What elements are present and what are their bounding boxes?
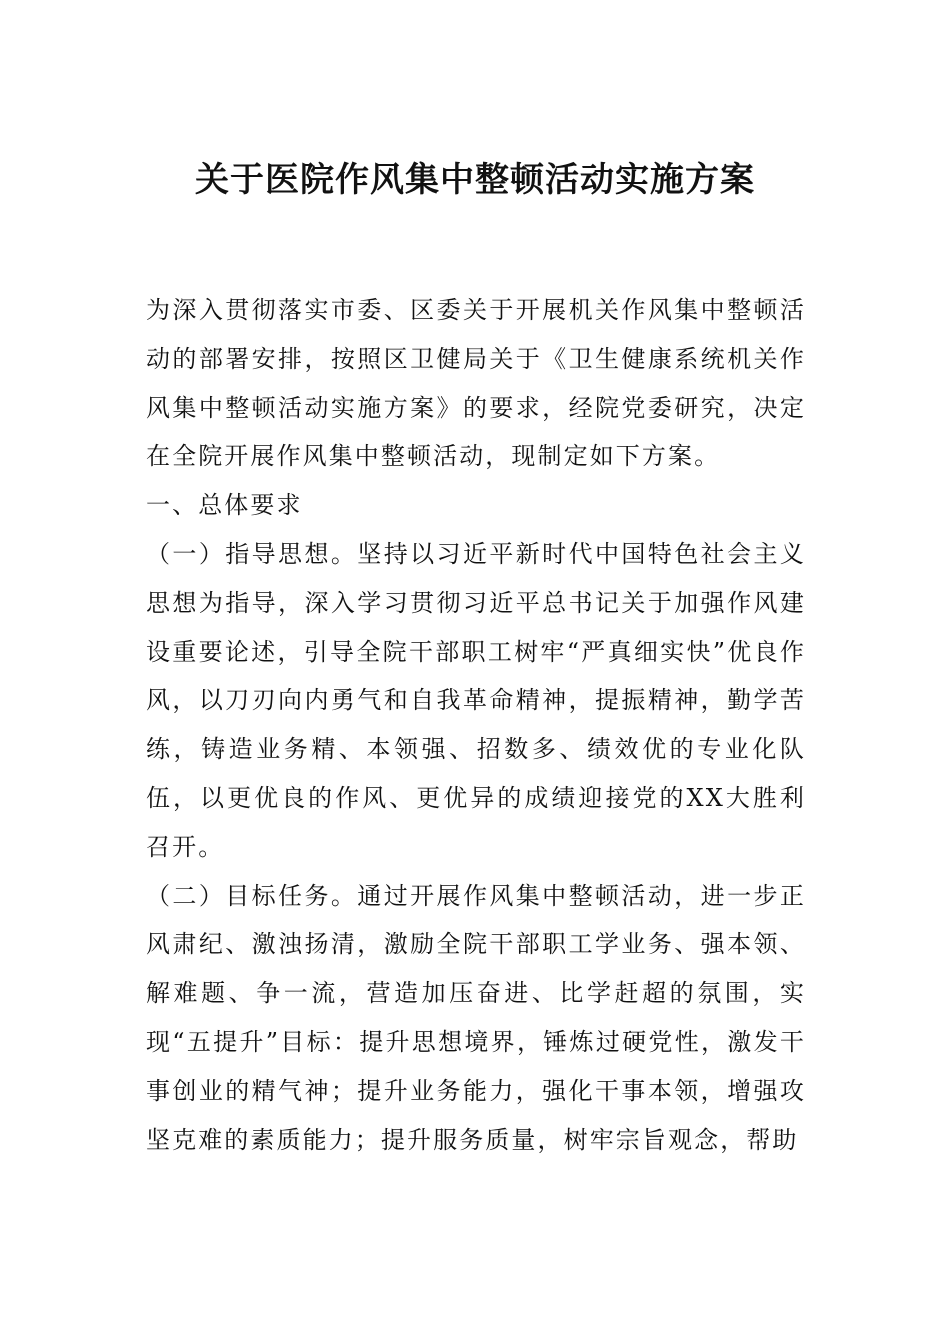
paragraph-objectives-tasks: （二）目标任务。通过开展作风集中整顿活动，进一步正风肃纪、激浊扬清，激励全院干部职工学业务、强本领、解难题、争一流，营造加压奋进、比学赶超的氛围，实现“五提升”目标：提升思想境界，锤炼过硬党性，激发干事创业的精气神；提升业务能力，强化干事本领，增强攻坚克难的素质能力；提升服务质量，树牢宗旨观念，帮助 — [146, 881, 806, 1154]
section-heading-general-requirements: 一、总体要求 — [146, 491, 303, 520]
document-body — [146, 286, 806, 1164]
document-title: 关于医院作风集中整顿活动实施方案 — [195, 160, 755, 200]
paragraph-guiding-ideology: （一）指导思想。坚持以习近平新时代中国特色社会主义思想为指导，深入学习贯彻习近平总书记关于加强作风建设重要论述，引导全院干部职工树牢“严真细实快”优良作风，以刀刃向内勇气和自我革命精神，提振精神，勤学苦练，铸造业务精、本领强、招数多、绩效优的专业化队伍，以更优良的作风、更优异的成绩迎接党的XX大胜利召开。 — [146, 539, 806, 861]
intro-paragraph: 为深入贯彻落实市委、区委关于开展机关作风集中整顿活动的部署安排，按照区卫健局关于《卫生健康系统机关作风集中整顿活动实施方案》的要求，经院党委研究，决定在全院开展作风集中整顿活动，现制定如下方案。 — [146, 296, 806, 471]
